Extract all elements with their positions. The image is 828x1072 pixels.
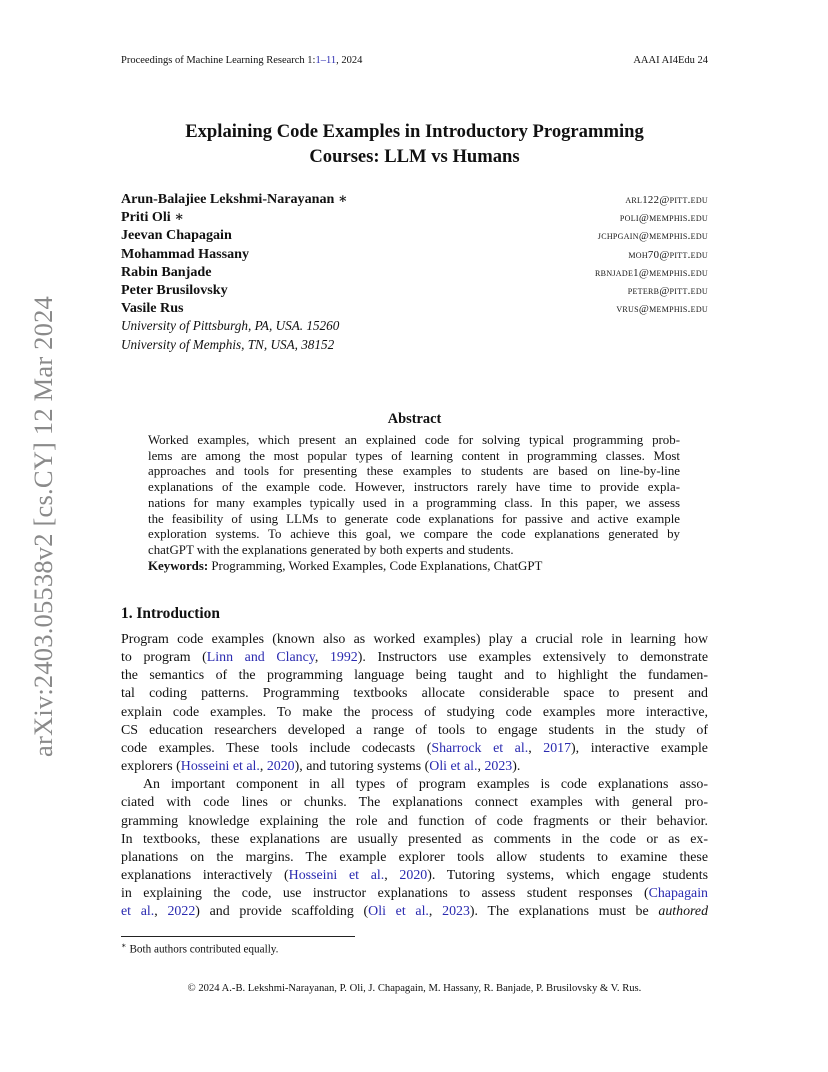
author-name: Rabin Banjade: [121, 263, 212, 280]
text-run: ). Instructors use examples extensively to demonstrate: [357, 650, 708, 666]
paragraph-line: An important component in all types of program examples is code explanations asso-: [143, 777, 708, 793]
author-email: jchpgain@memphis.edu: [597, 230, 708, 243]
paragraph-line: [121, 649, 708, 667]
abstract-line: approaches and tools for presenting these examples to students are based on line-by-line: [148, 464, 680, 479]
citation-link[interactable]: Oli et al.: [429, 759, 478, 775]
author-email: peterb@pitt.edu: [627, 284, 708, 297]
citation-link[interactable]: Linn and Clancy: [206, 650, 315, 666]
text-run: ), and tutoring systems (: [294, 759, 430, 775]
author-email: arl122@pitt.edu: [625, 194, 708, 206]
footnote-mark: ∗: [121, 941, 127, 950]
author-name: Priti Oli ∗: [121, 209, 184, 226]
text-run: explorers (: [121, 759, 181, 775]
citation-link[interactable]: Oli et al.: [368, 904, 429, 920]
arxiv-side-stamp: arXiv:2403.05538v2 [cs.CY] 12 Mar 2024: [28, 296, 58, 757]
paragraph-line: [121, 758, 708, 776]
abstract-line: exploration systems. To achieve this goal, we compare the code explanations generated by: [148, 527, 680, 542]
text-run: ,: [384, 868, 400, 884]
abstract-line: nations for many examples typically used in a programming class. In this paper, we assess: [148, 495, 680, 510]
paragraph-line: explain code examples. To make the process of studying code examples more interactive,: [121, 704, 708, 720]
paragraph-line: Program code examples (known also as worked examples) play a crucial role in learning how: [121, 632, 708, 647]
citation-year-link[interactable]: 2022: [167, 904, 196, 920]
text-run: to program (: [121, 650, 207, 666]
citation-link[interactable]: Hosseini et al.: [180, 759, 260, 775]
affiliation: University of Memphis, TN, USA, 38152: [121, 336, 335, 352]
author-row: [121, 208, 708, 226]
author-row: [121, 281, 708, 299]
citation-link[interactable]: Chapagain: [648, 886, 708, 902]
text-run: ). The explanations must be: [469, 904, 659, 920]
paragraph-line: [121, 903, 708, 921]
author-name: Jeevan Chapagain: [121, 227, 232, 244]
emphasis-text: authored: [658, 904, 709, 920]
footnote-rule: [121, 936, 355, 937]
text-run: ,: [314, 650, 330, 666]
paragraph-line: [121, 885, 708, 903]
keywords-label: Keywords:: [148, 558, 209, 573]
paragraph-line: the semantics of the programming language being taught and to highlight the fundamen-: [121, 668, 708, 684]
keywords-line: [148, 559, 680, 575]
paragraph-line: gramming knowledge explaining the role and function of code fragments or their behavior.: [121, 813, 708, 829]
citation-year-link[interactable]: 1992: [329, 650, 358, 666]
text-run: code examples. These tools include codecasts (: [121, 740, 432, 756]
text-run: ,: [477, 759, 485, 775]
paragraph-line: [121, 867, 708, 885]
author-name: Mohammad Hassany: [121, 245, 250, 262]
citation-year-link[interactable]: 2020: [266, 759, 295, 775]
author-row: [121, 263, 708, 281]
title-line-2: Courses: LLM vs Humans: [309, 145, 520, 167]
abstract-body: [148, 433, 680, 574]
paragraph-line: CS education researchers developed a range of tools to engage students in the study of: [121, 722, 708, 738]
author-email: rbnjade1@memphis.edu: [595, 266, 708, 279]
text-run: ), interactive example: [571, 740, 708, 756]
author-row: [121, 190, 708, 208]
footnote: [121, 941, 278, 956]
author-block: [121, 190, 708, 354]
running-header: [121, 55, 708, 66]
text-run: ). Tutoring systems, which engage students: [427, 868, 708, 884]
text-run: ,: [428, 904, 443, 920]
text-run: ,: [528, 740, 544, 756]
paragraph-line: In textbooks, these explanations are usually presented as comments in the code or as ex-: [121, 831, 708, 847]
keywords: Programming, Worked Examples, Code Explanations, ChatGPT: [211, 558, 543, 573]
author-email: vrus@memphis.edu: [616, 303, 708, 316]
author-name: Vasile Rus: [121, 300, 184, 317]
paragraph-line: ciated with code lines or chunks. The explanations connect examples with general pro-: [121, 795, 708, 811]
author-email: poli@memphis.edu: [619, 212, 708, 225]
abstract-line: the feasibility of using LLMs to generate code explanations for passive and active example: [148, 511, 680, 526]
page-range-link[interactable]: 1–11: [315, 55, 337, 66]
abstract-line: explanations of the example code. However, instructors rarely have time to provide expla-: [148, 480, 680, 495]
text-run: explanations interactively (: [121, 868, 289, 884]
paragraph-line: [121, 740, 708, 758]
citation-year-link[interactable]: 2020: [399, 868, 428, 884]
citation-year-link[interactable]: 2023: [484, 759, 513, 775]
author-email: moh70@pitt.edu: [628, 248, 708, 261]
author-row: [121, 245, 708, 263]
text-run: ,: [259, 759, 267, 775]
proceedings-label: Proceedings of Machine Learning Research 1:: [121, 55, 316, 66]
citation-link[interactable]: Sharrock et al.: [431, 740, 529, 756]
section-body: [121, 631, 708, 922]
proceedings-info: [121, 55, 362, 66]
text-run: in explaining the code, use instructor explanations to assess student responses (: [121, 886, 649, 902]
proceedings-year: , 2024: [336, 55, 363, 66]
citation-year-link[interactable]: 2017: [543, 740, 572, 756]
copyright-line: © 2024 A.-B. Lekshmi-Narayanan, P. Oli, J. Chapagain, M. Hassany, R. Banjade, P. Brusilovsky & V. Rus.: [187, 983, 642, 994]
author-row: [121, 226, 708, 244]
abstract-line: chatGPT with the explanations generated by both experts and students.: [148, 542, 514, 557]
author-name: Peter Brusilovsky: [121, 281, 228, 298]
paragraph-line: tal coding patterns. Programming textbooks allocate considerable space to present and: [121, 686, 708, 702]
abstract-line: lems are among the most popular types of learning content in programming classes. Most: [148, 448, 680, 463]
citation-link[interactable]: et al.: [121, 904, 155, 920]
abstract-heading: Abstract: [387, 411, 442, 427]
section-heading: 1. Introduction: [121, 605, 220, 622]
author-row: [121, 299, 708, 317]
venue-label: AAAI AI4Edu 24: [633, 55, 708, 66]
author-name: Arun-Balajiee Lekshmi-Narayanan ∗: [121, 191, 348, 207]
text-run: ).: [512, 759, 521, 775]
text-run: ) and provide scaffolding (: [195, 904, 369, 920]
title-line-1: Explaining Code Examples in Introductory Programming: [185, 121, 644, 142]
footnote-text: Both authors contributed equally.: [129, 943, 279, 956]
abstract-line: Worked examples, which present an explained code for solving typical programming prob-: [148, 433, 680, 447]
text-run: ,: [154, 904, 168, 920]
paragraph-line: planations on the margins. The example explorer tools allow students to examine these: [121, 849, 708, 865]
citation-link[interactable]: Hosseini et al.: [288, 868, 385, 884]
paper-title: [121, 120, 708, 169]
affiliation: University of Pittsburgh, PA, USA. 15260: [121, 318, 340, 334]
citation-year-link[interactable]: 2023: [442, 904, 470, 920]
